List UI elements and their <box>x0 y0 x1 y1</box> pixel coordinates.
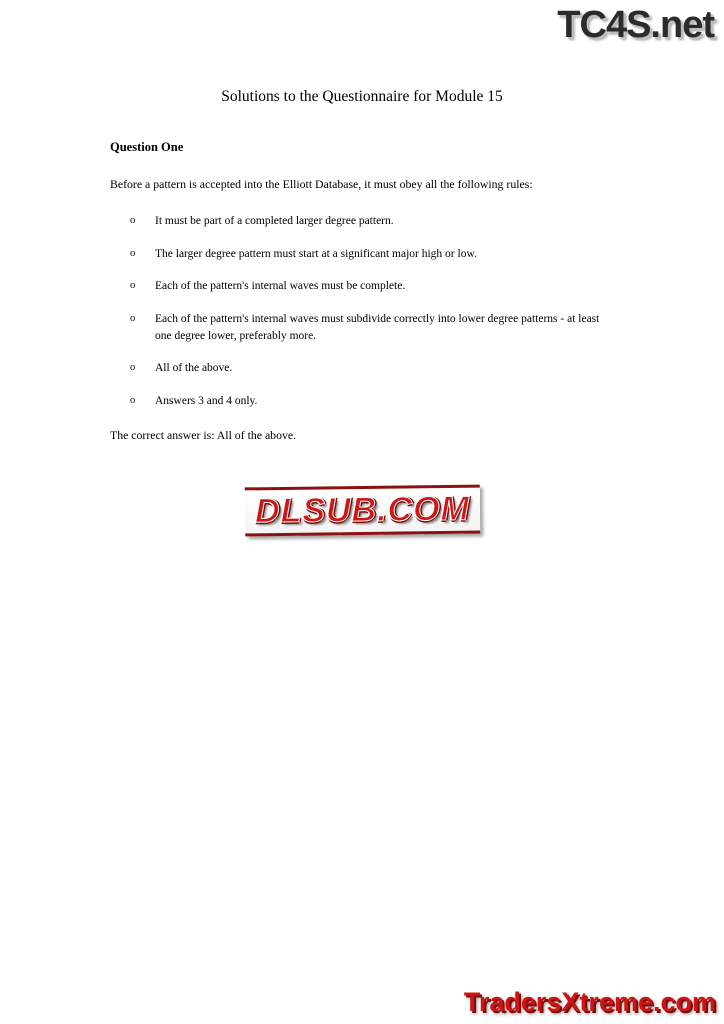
bullet-icon: o <box>130 394 136 406</box>
option-label: It must be part of a completed larger degree pattern. <box>155 214 394 227</box>
list-item <box>110 278 614 295</box>
page-title: Solutions to the Questionnaire for Module 15 <box>221 88 503 105</box>
document-body <box>110 140 614 454</box>
option-label: All of the above. <box>155 362 233 375</box>
correct-answer-text: The correct answer is: All of the above. <box>110 427 297 442</box>
list-item <box>110 246 614 263</box>
list-item <box>110 360 614 377</box>
list-item <box>110 311 614 344</box>
bullet-icon: o <box>130 247 136 259</box>
site-watermark-top: TC4S.net <box>557 4 714 46</box>
question-heading: Question One <box>110 140 184 154</box>
option-label: Answers 3 and 4 only. <box>155 394 258 407</box>
site-watermark-bottom: TradersXtreme.com <box>463 987 716 1017</box>
option-label: The larger degree pattern must start at a significant major high or low. <box>155 247 477 260</box>
center-watermark-label: DLSUB.COM <box>244 485 479 537</box>
option-label: Each of the pattern's internal waves must be complete. <box>155 280 406 293</box>
bullet-icon: o <box>130 214 136 226</box>
question-intro: Before a pattern is accepted into the Elliott Database, it must obey all the following rules: <box>110 177 533 191</box>
option-label: Each of the pattern's internal waves must subdivide correctly into lower degree patterns - at least one degree lower, preferably more. <box>155 312 600 342</box>
answer-options-list <box>110 213 614 410</box>
list-item <box>110 213 614 230</box>
center-watermark <box>0 486 724 535</box>
bullet-icon: o <box>130 362 136 374</box>
bullet-icon: o <box>130 312 136 324</box>
bullet-icon: o <box>130 280 136 292</box>
list-item <box>110 393 614 410</box>
